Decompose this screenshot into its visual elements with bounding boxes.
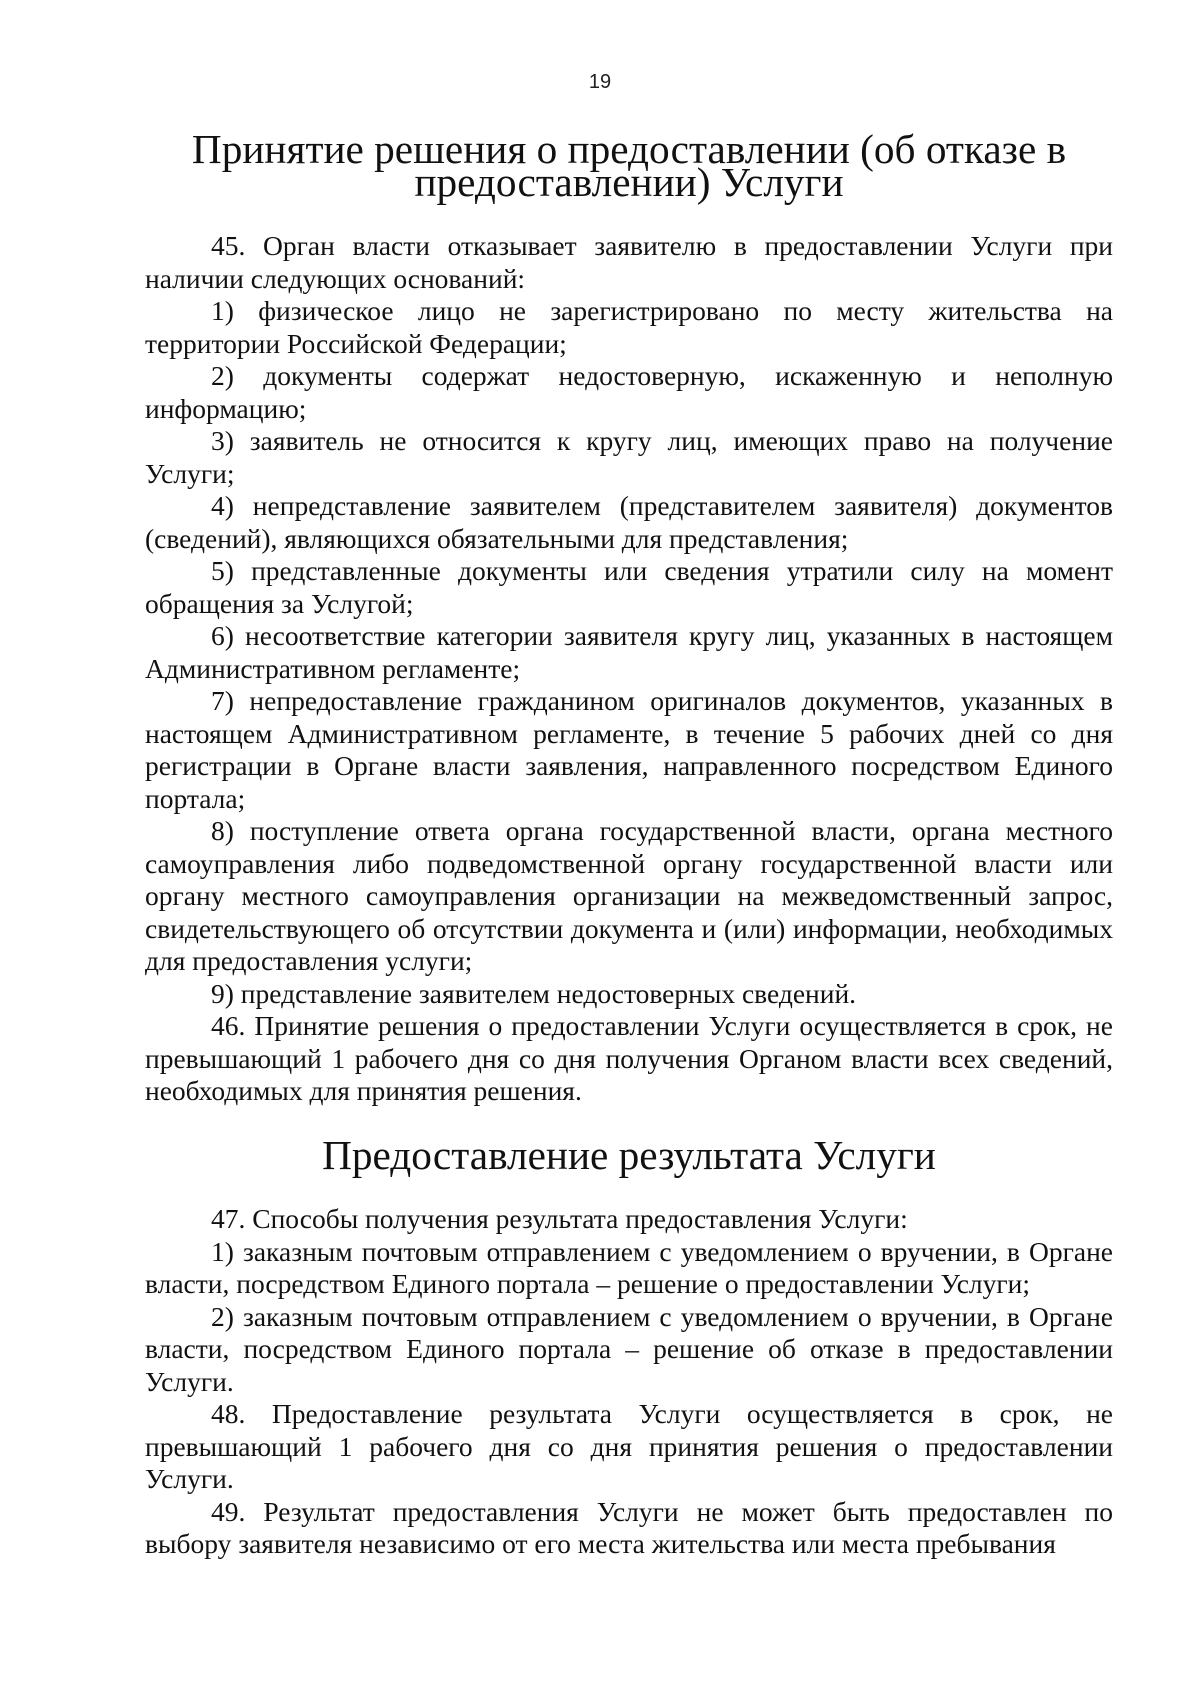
list-item-45-4: 4) непредставление заявителем (представителем заявителя) документов (сведений), являющихся обязательными для представления; [145,490,1113,554]
list-item-45-9: 9) представление заявителем недостоверных сведений. [211,977,857,1009]
list-item-45-5: 5) представленные документы или сведения утратили силу на момент обращения за Услугой; [145,555,1113,619]
list-item-45-6: 6) несоответствие категории заявителя кругу лиц, указанных в настоящем Административном регламенте; [145,620,1113,684]
section-heading-decision: Принятие решения о предоставлении (об отказе в предоставлении) Услуги [191,126,1067,205]
list-item-47-2: 2) заказным почтовым отправлением с уведомлением о вручении, в Органе власти, посредством Единого портала – решение об отказе в предоставлении Услуги. [145,1300,1113,1397]
list-item-45-3: 3) заявитель не относится к кругу лиц, имеющих право на получение Услуги; [145,425,1113,489]
paragraph-47: 47. Способы получения результата предоставления Услуги: [211,1203,908,1234]
list-item-45-7: 7) непредоставление гражданином оригиналов документов, указанных в настоящем Административном регламенте, в течение 5 рабочих дней со дня регистрации в Органе власти заявления, направленного посредством Единого портала; [145,685,1113,814]
document-body [145,126,1113,1561]
list-item-45-8: 8) поступление ответа органа государственной власти, органа местного самоуправления либо подведомственной органу государственной власти или органу местного самоуправления организации на межведомственный запрос, свидетельствующего об отсутствии документа и (или) информации, необходимых для предоставления услуги; [145,815,1113,976]
paragraph-49: 49. Результат предоставления Услуги не может быть предоставлен по выбору заявителя независимо от его места жительства или места пребывания [145,1495,1113,1559]
list-item-47-1: 1) заказным почтовым отправлением с уведомлением о вручении, в Органе власти, посредством Единого портала – решение о предоставлении Услуги; [145,1235,1113,1299]
page-number: 19 [588,71,612,93]
list-item-45-2: 2) документы содержат недостоверную, искаженную и неполную информацию; [145,360,1113,424]
paragraph-46: 46. Принятие решения о предоставлении Услуги осуществляется в срок, не превышающий 1 рабочего дня со дня получения Органом власти всех сведений, необходимых для принятия решения. [145,1010,1113,1106]
paragraph-48: 48. Предоставление результата Услуги осуществляется в срок, не превышающий 1 рабочего дня со дня принятия решения о предоставлении Услуги. [145,1398,1113,1494]
list-item-45-1: 1) физическое лицо не зарегистрировано по месту жительства на территории Российской Федерации; [145,295,1113,359]
section-heading-result: Предоставление результата Услуги [322,1131,936,1178]
paragraph-45: 45. Орган власти отказывает заявителю в предоставлении Услуги при наличии следующих оснований: [145,230,1113,294]
